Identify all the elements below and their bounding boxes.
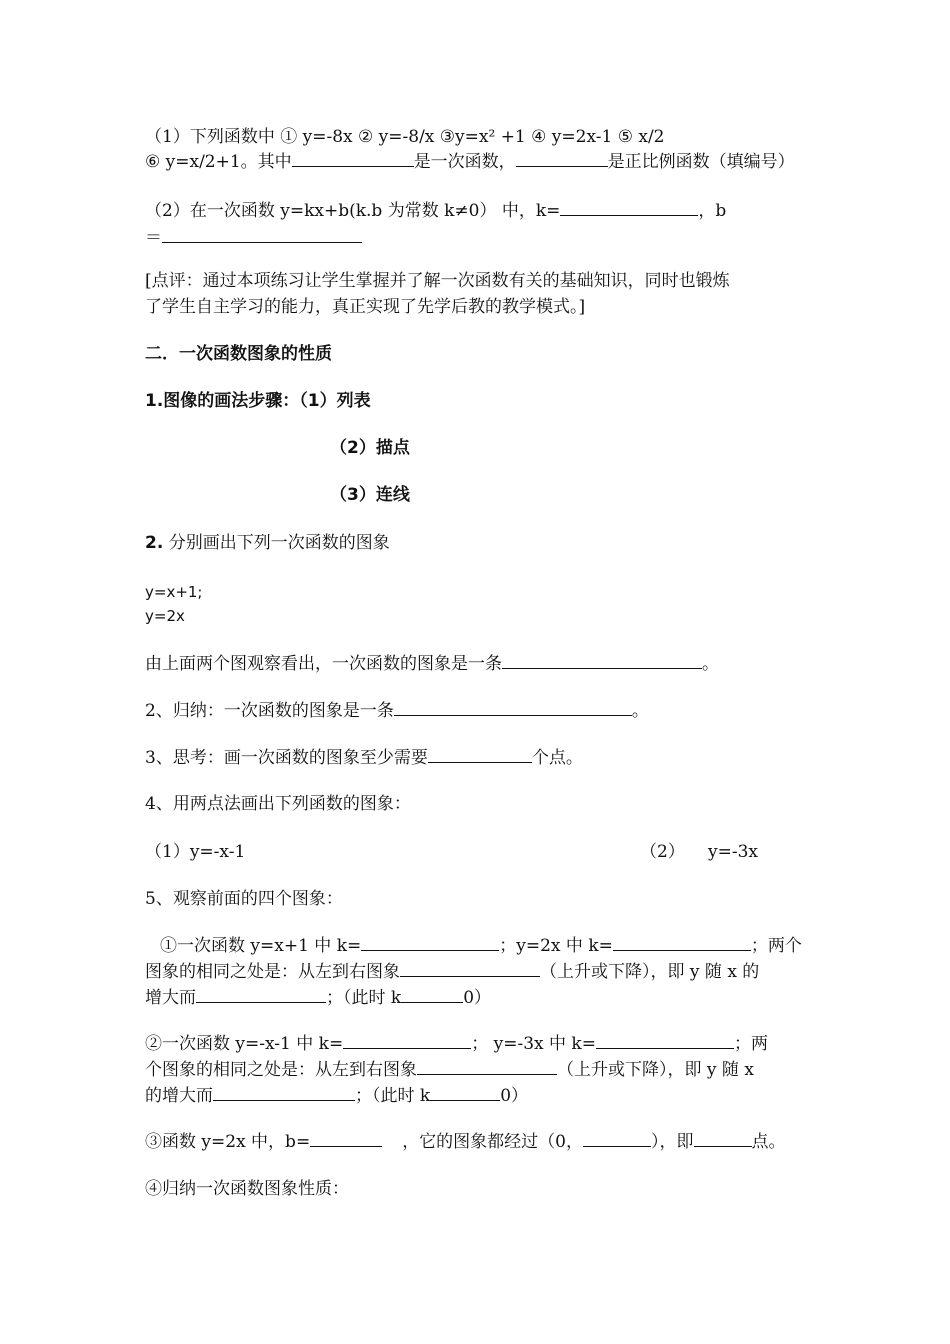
p1-text-g: ；（此时 k	[326, 988, 402, 1008]
p2-text-a: ②一次函数 y=-x-1 中 k=	[145, 1034, 344, 1054]
p1-text-d: 图象的相同之处是：从左到右图象	[145, 962, 400, 982]
steps-title: 1.图像的画法步骤：（1）列表	[145, 391, 371, 411]
p2-blank-sign[interactable]	[430, 1084, 500, 1101]
p2-text-g: ；（此时 k	[355, 1086, 431, 1106]
p1-blank-direction[interactable]	[400, 960, 540, 977]
p2-text-b: ； y=-3x 中 k=	[471, 1034, 596, 1054]
item-4-left: （1）y=-x-1	[145, 842, 246, 862]
q1-blank-linear[interactable]	[292, 150, 414, 167]
step-2: （2）描点	[330, 438, 410, 458]
q1-text-b: 是一次函数，	[413, 152, 516, 172]
item-2-text: 分别画出下列一次函数的图象	[163, 533, 390, 553]
step-3: （3）连线	[330, 485, 410, 505]
item-2-title	[145, 532, 390, 554]
p2-blank-direction[interactable]	[417, 1058, 557, 1075]
observation-end: 。	[702, 654, 719, 674]
q1-text-c: 是正比例函数（填编号）	[607, 152, 795, 172]
think-text: 3、思考：画一次函数的图象至少需要	[145, 748, 428, 768]
p1-text-h: 0）	[463, 988, 492, 1008]
q1-text-a: ⑥ y=x/2+1。其中	[145, 152, 292, 172]
p1-blank-k2[interactable]	[613, 934, 751, 951]
item-5-title: 5、观察前面的四个图象：	[145, 889, 343, 909]
p2-blank-k1[interactable]	[343, 1032, 471, 1049]
p2-text-d: 个图象的相同之处是：从左到右图象	[145, 1060, 417, 1080]
p1-text-b: ；y=2x 中 k=	[499, 936, 613, 956]
q2-line-1	[145, 199, 726, 222]
p2-text-h: 0）	[500, 1086, 529, 1106]
section-2-title: 二．一次函数图象的性质	[145, 344, 332, 364]
induction-blank[interactable]	[394, 699, 632, 716]
p4-line: ④归纳一次函数图象性质：	[145, 1179, 349, 1199]
p1-text-a: ①一次函数 y=x+1 中 k=	[160, 936, 362, 956]
observation-blank[interactable]	[502, 652, 702, 669]
p1-text-f: 增大而	[145, 988, 196, 1008]
think-line	[145, 746, 583, 769]
observation-line	[145, 652, 719, 675]
function-1: y=x+1;	[145, 583, 203, 601]
p1-blank-sign[interactable]	[401, 986, 463, 1003]
p3-blank-b[interactable]	[310, 1130, 382, 1147]
item-4-title: 4、用两点法画出下列函数的图象：	[145, 794, 411, 814]
p1-line-2	[145, 960, 759, 983]
p3-text-b: ，它的图象都经过（0，	[402, 1132, 584, 1152]
function-2: y=2x	[145, 607, 185, 625]
q1-line-1: （1）下列函数中 ① y=-8x ② y=-8/x ③y=x² +1 ④ y=2x-1 ⑤ x/2	[145, 127, 665, 147]
p3-blank-point[interactable]	[583, 1130, 651, 1147]
p2-text-c: ；两	[733, 1034, 768, 1054]
q2-blank-b[interactable]	[162, 226, 362, 243]
p2-text-e: （上升或下降），即 y 随 x	[557, 1060, 754, 1080]
q1-line-2	[145, 150, 795, 173]
think-blank[interactable]	[428, 746, 532, 763]
q2-line-2	[145, 226, 362, 249]
p1-blank-trend[interactable]	[196, 986, 326, 1003]
p3-blank-name[interactable]	[694, 1130, 752, 1147]
observation-text: 由上面两个图观察看出，一次函数的图象是一条	[145, 654, 502, 674]
think-end: 个点。	[531, 748, 583, 768]
induction-end: 。	[631, 701, 649, 721]
p1-line-3	[145, 986, 491, 1009]
q2-text-eq: ＝	[145, 228, 162, 248]
p3-text-c: ），即	[651, 1132, 694, 1152]
p1-text-e: （上升或下降），即 y 随 x 的	[540, 962, 760, 982]
p1-line-1	[160, 934, 802, 957]
p2-line-2	[145, 1058, 754, 1081]
p2-text-f: 的增大而	[145, 1086, 213, 1106]
comment-line-2: 了学生自主学习的能力，真正实现了先学后教的教学模式。]	[145, 297, 586, 317]
induction-line	[145, 699, 649, 722]
comment-line-1: [点评：通过本项练习让学生掌握并了解一次函数有关的基础知识，同时也锻炼	[145, 271, 730, 291]
p3-line	[145, 1130, 786, 1153]
q2-text-a: （2）在一次函数 y=kx+b(k.b 为常数 k≠0） 中，k=	[145, 201, 561, 221]
q1-blank-proportional[interactable]	[516, 150, 608, 167]
p1-blank-k1[interactable]	[361, 934, 499, 951]
p3-text-a: ③函数 y=2x 中，b=	[145, 1132, 311, 1152]
q2-text-b: ，b	[698, 201, 727, 221]
item-2-number: 2.	[145, 533, 164, 553]
p2-blank-trend[interactable]	[213, 1084, 355, 1101]
p1-text-c: ；两个	[750, 936, 802, 956]
item-4-right-number: （2）	[640, 842, 685, 862]
item-4-right-function: y=-3x	[708, 842, 758, 862]
p3-text-d: 点。	[751, 1132, 786, 1152]
p2-blank-k2[interactable]	[596, 1032, 734, 1049]
induction-text: 2、归纳：一次函数的图象是一条	[145, 701, 394, 721]
p2-line-1	[145, 1032, 768, 1055]
q2-blank-k[interactable]	[560, 199, 698, 216]
p2-line-3	[145, 1084, 528, 1107]
